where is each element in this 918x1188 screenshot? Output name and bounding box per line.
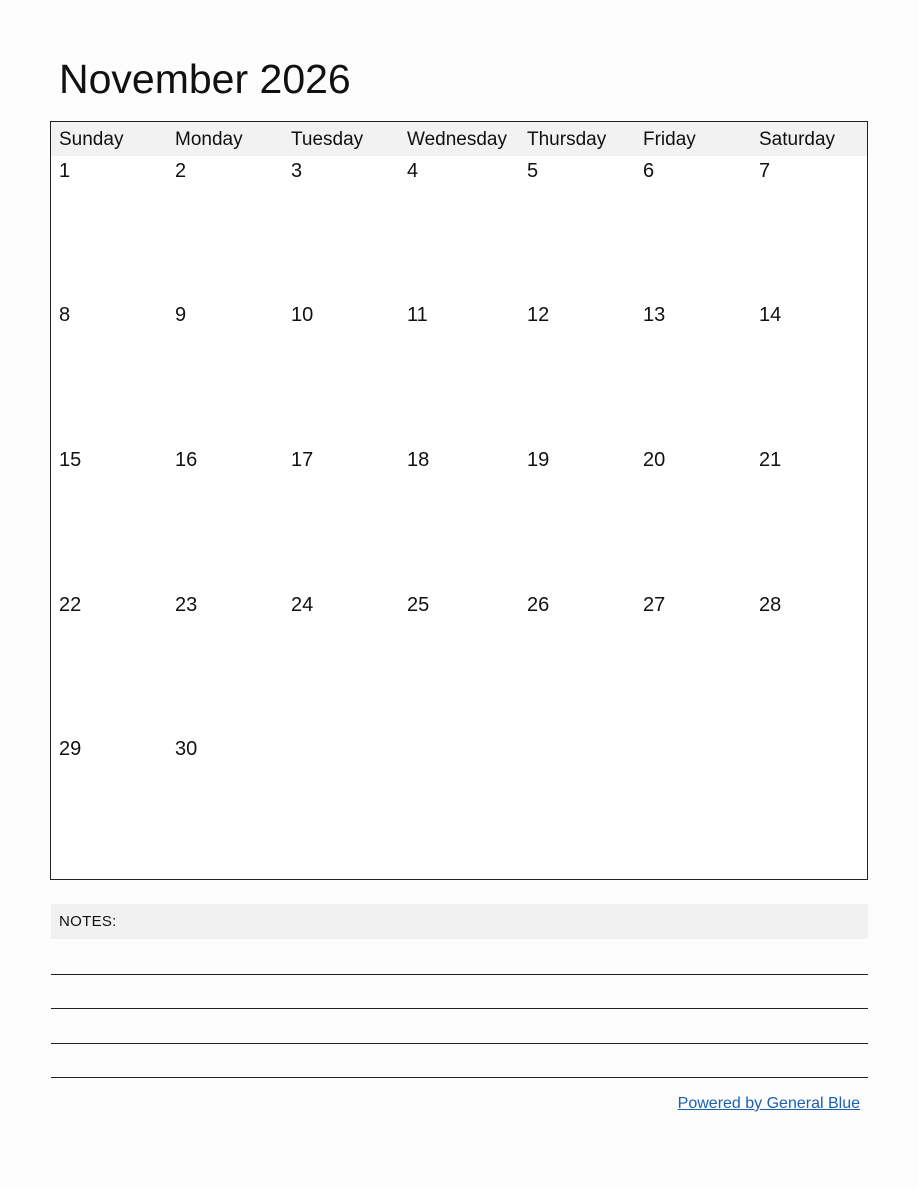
- notes-line: [51, 1043, 868, 1044]
- date-cell: 15: [59, 449, 82, 471]
- date-cell: 13: [643, 304, 666, 326]
- notes-line: [51, 1008, 868, 1009]
- calendar-grid: [50, 121, 868, 880]
- date-cell: 21: [759, 449, 782, 471]
- date-cell: 27: [643, 594, 666, 616]
- weekday-saturday: Saturday: [759, 129, 836, 150]
- date-cell: 9: [175, 304, 187, 326]
- date-cell: 24: [291, 594, 314, 616]
- notes-header: [51, 904, 868, 939]
- weekday-wednesday: Wednesday: [407, 129, 507, 150]
- date-cell: 5: [527, 160, 539, 182]
- date-cell: 30: [175, 738, 198, 760]
- powered-by-link[interactable]: Powered by General Blue: [677, 1095, 860, 1112]
- date-cell: 23: [175, 594, 198, 616]
- date-cell: 28: [759, 594, 782, 616]
- date-cell: 18: [407, 449, 430, 471]
- weekday-sunday: Sunday: [59, 129, 124, 150]
- date-cell: 6: [643, 160, 655, 182]
- date-cell: 19: [527, 449, 550, 471]
- date-cell: 29: [59, 738, 82, 760]
- weekday-header-row: [51, 122, 867, 156]
- date-cell: 26: [527, 594, 550, 616]
- date-cell: 8: [59, 304, 71, 326]
- date-cell: 3: [291, 160, 303, 182]
- weekday-thursday: Thursday: [527, 129, 607, 150]
- date-cell: 11: [407, 304, 428, 326]
- date-cell: 17: [291, 449, 314, 471]
- date-cell: 4: [407, 160, 419, 182]
- date-cell: 20: [643, 449, 666, 471]
- date-cell: 7: [759, 160, 771, 182]
- notes-line: [51, 1077, 868, 1078]
- calendar-title: November 2026: [59, 56, 351, 102]
- weekday-tuesday: Tuesday: [291, 129, 364, 150]
- notes-line: [51, 974, 868, 975]
- date-cell: 22: [59, 594, 82, 616]
- weekday-friday: Friday: [643, 129, 696, 150]
- date-cell: 16: [175, 449, 198, 471]
- date-cell: 14: [759, 304, 782, 326]
- date-cell: 1: [59, 160, 71, 182]
- weekday-monday: Monday: [175, 129, 243, 150]
- date-cell: 12: [527, 304, 550, 326]
- date-cell: 2: [175, 160, 187, 182]
- date-cell: 10: [291, 304, 314, 326]
- notes-label: NOTES:: [59, 913, 117, 930]
- date-cell: 25: [407, 594, 430, 616]
